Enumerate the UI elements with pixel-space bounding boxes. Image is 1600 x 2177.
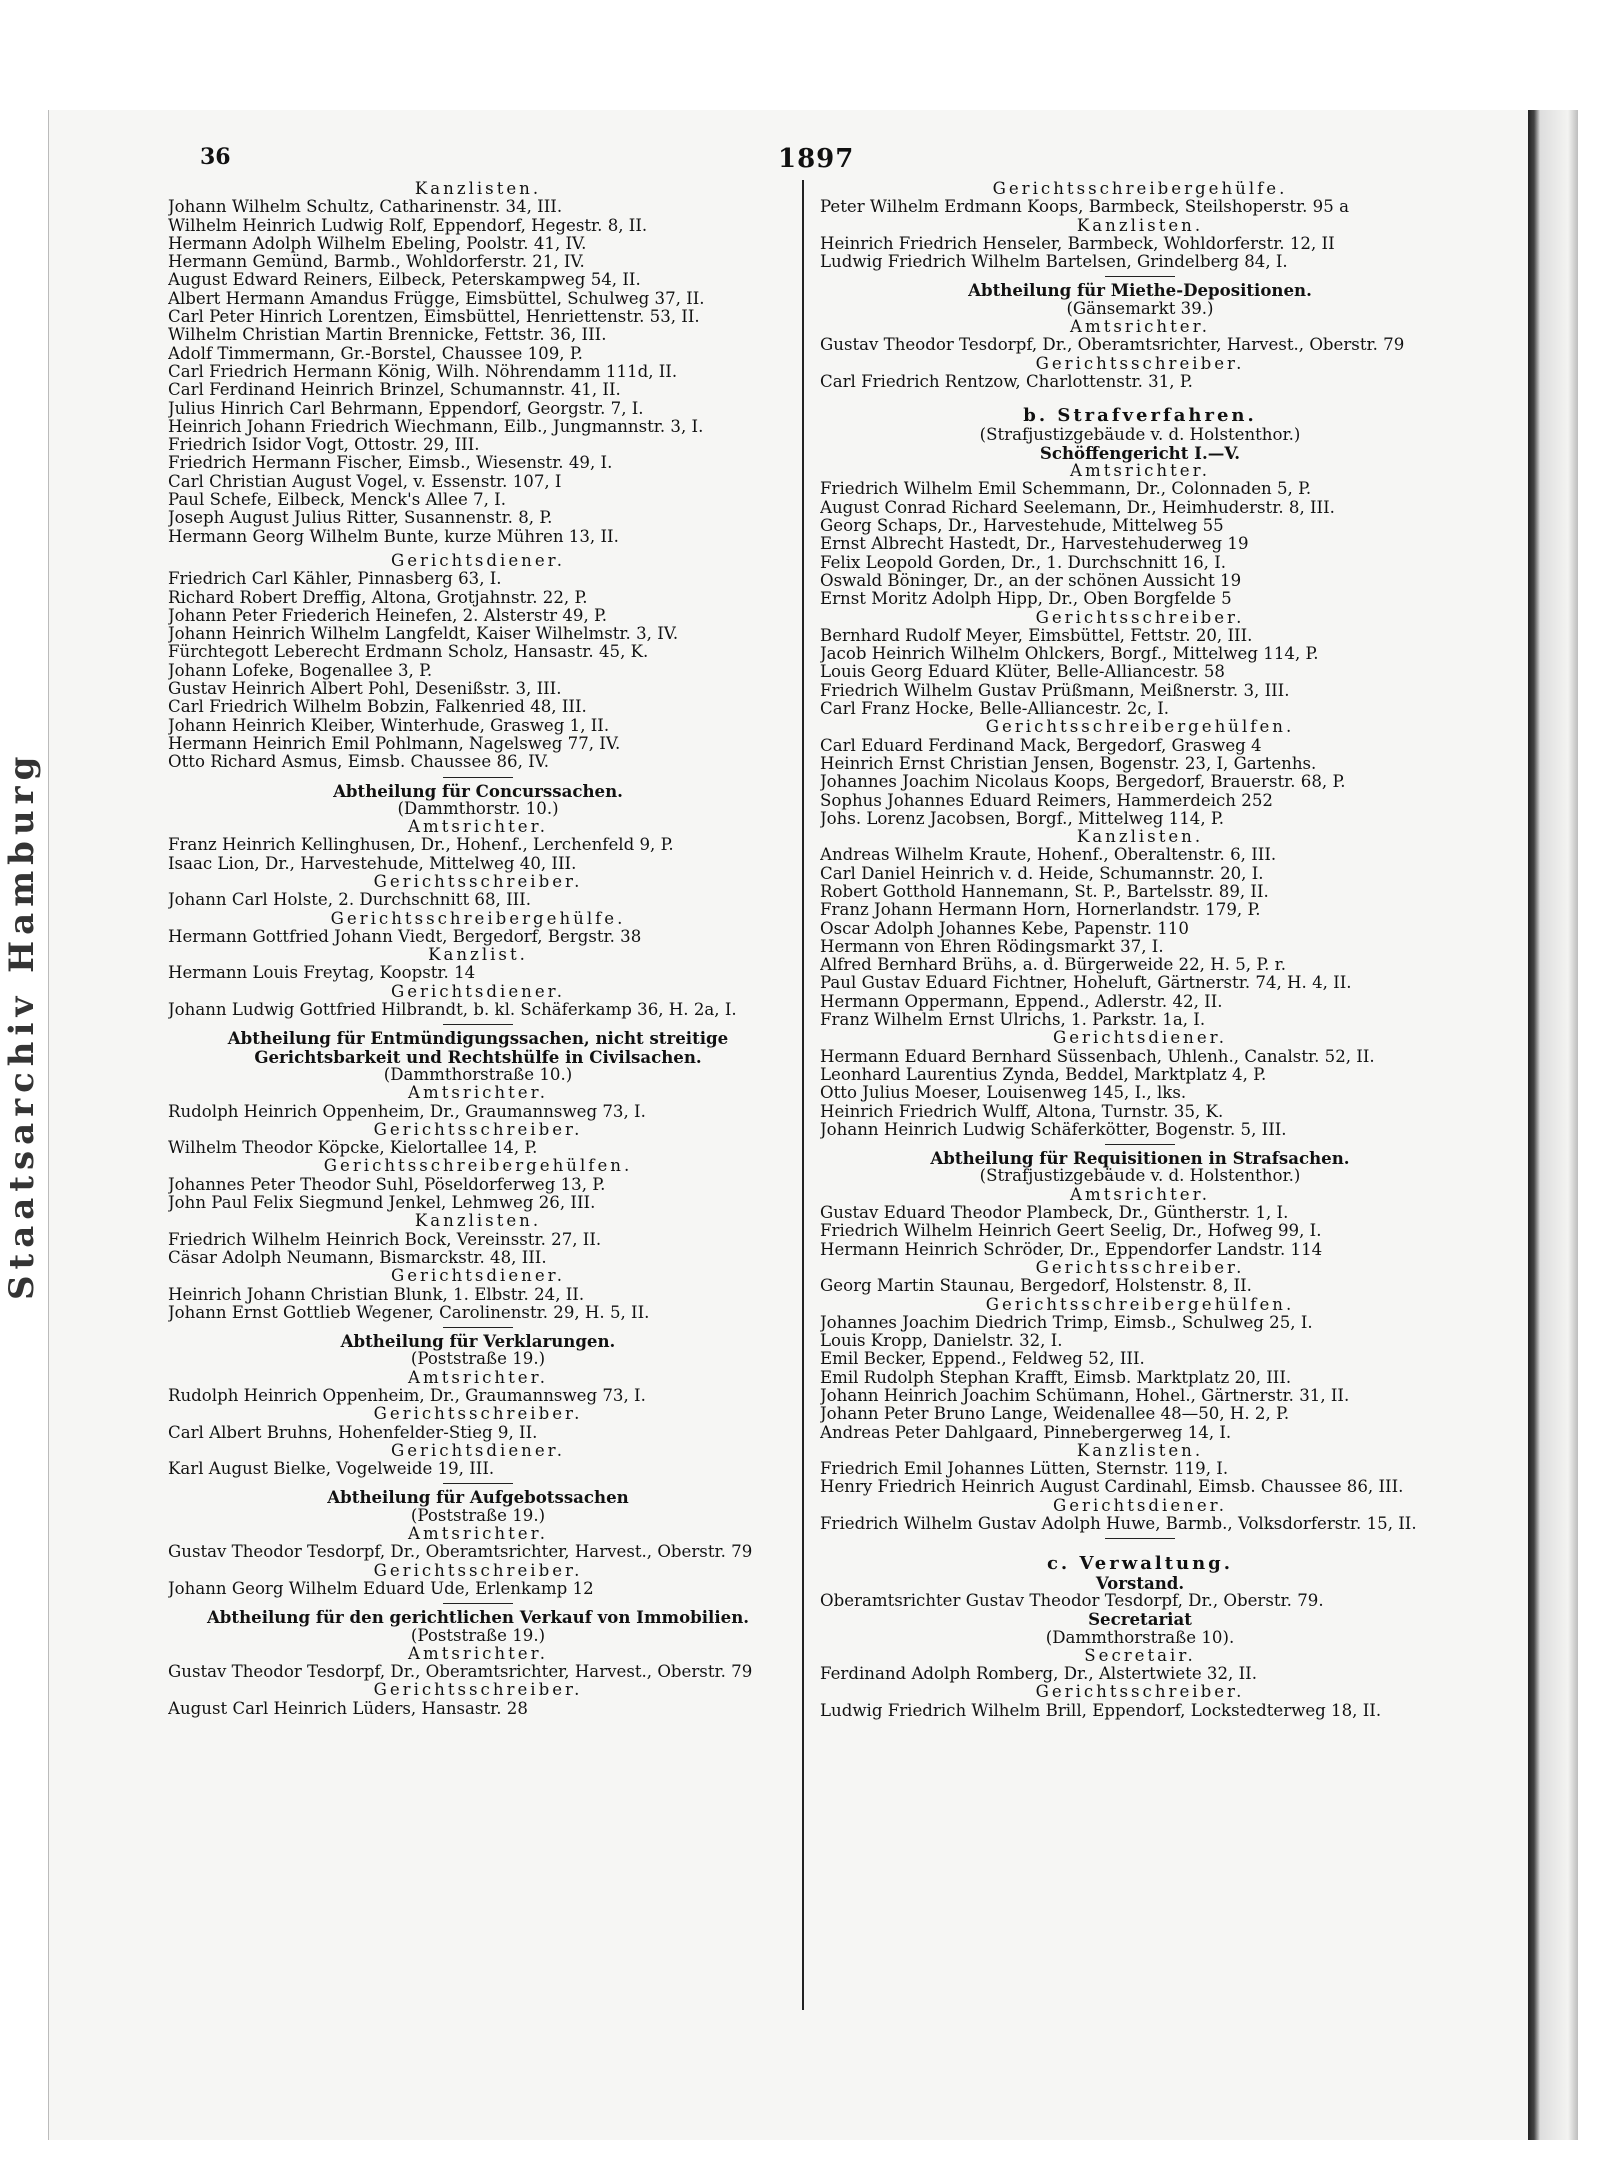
directory-entry: Carl Peter Hinrich Lorentzen, Eimsbüttel, Henriettenstr. 53, II. <box>168 308 700 327</box>
role-heading: Kanzlisten. <box>1076 215 1204 235</box>
directory-entry: Friedrich Emil Johannes Lütten, Sternstr. 119, I. <box>820 1460 1229 1479</box>
directory-entry: Gustav Theodor Tesdorpf, Dr., Oberamtsrichter, Harvest., Oberstr. 79 <box>168 1663 753 1682</box>
directory-entry: Ludwig Friedrich Wilhelm Brill, Eppendorf, Lockstedterweg 18, II. <box>820 1701 1382 1720</box>
directory-entry: Andreas Peter Dahlgaard, Pinnebergerweg 14, I. <box>820 1423 1232 1442</box>
directory-entry: Oscar Adolph Johannes Kebe, Papenstr. 110 <box>820 919 1189 938</box>
role-heading: Kanzlisten. <box>1076 827 1204 847</box>
entry-list <box>168 1663 788 1681</box>
entry-list <box>820 235 1460 272</box>
entry-list <box>168 1176 788 1213</box>
role-heading: Gerichtsdiener. <box>390 1440 566 1460</box>
chapter-heading: b. Strafverfahren. <box>1023 405 1257 427</box>
entry-list <box>168 964 788 982</box>
directory-entry: Franz Wilhelm Ernst Ulrichs, 1. Parkstr. 1a, I. <box>820 1011 1206 1030</box>
role-heading: Secretair. <box>1084 1645 1196 1665</box>
directory-entry: Rudolph Heinrich Oppenheim, Dr., Graumannsweg 73, I. <box>168 1387 646 1405</box>
directory-entry: Friedrich Carl Kähler, Pinnasberg 63, I. <box>168 570 502 589</box>
directory-entry: Wilhelm Christian Martin Brennicke, Fettstr. 36, III. <box>168 326 607 345</box>
directory-entry: Friedrich Wilhelm Heinrich Bock, Vereinsstr. 27, II. <box>168 1230 602 1249</box>
directory-entry: Friedrich Wilhelm Emil Schemmann, Dr., Colonnaden 5, P. <box>820 480 1312 499</box>
separator-rule <box>443 1603 513 1604</box>
directory-entry: Hermann Gemünd, Barmb., Wohldorferstr. 21, IV. <box>168 253 585 272</box>
directory-entry: Ludwig Friedrich Wilhelm Bartelsen, Grindelberg 84, I. <box>820 253 1288 272</box>
entry-list <box>820 1314 1460 1442</box>
directory-entry: Hermann Heinrich Emil Pohlmann, Nagelsweg 77, IV. <box>168 734 621 753</box>
directory-entry: Hermann Oppermann, Eppend., Adlerstr. 42, II. <box>820 992 1223 1011</box>
directory-entry: Gustav Theodor Tesdorpf, Dr., Oberamtsrichter, Harvest., Oberstr. 79 <box>820 336 1405 355</box>
directory-entry: Johannes Joachim Diedrich Trimp, Eimsb., Schulweg 25, I. <box>820 1313 1313 1332</box>
directory-entry: Friedrich Wilhelm Gustav Prüßmann, Meißnerstr. 3, III. <box>820 681 1290 700</box>
entry-list <box>168 928 788 946</box>
directory-entry: August Conrad Richard Seelemann, Dr., Heimhuderstr. 8, III. <box>820 498 1335 517</box>
role-heading: Amtsrichter. <box>408 817 548 837</box>
separator-rule <box>443 1024 513 1025</box>
role-heading: Gerichtsdiener. <box>390 981 566 1001</box>
directory-entry: Carl Friedrich Hermann König, Wilh. Nöhrendamm 111d, II. <box>168 362 678 381</box>
directory-entry: Hermann von Ehren Rödingsmarkt 37, I. <box>820 937 1164 956</box>
directory-entry: Friedrich Wilhelm Heinrich Geert Seelig, Dr., Hofweg 99, I. <box>820 1222 1322 1241</box>
scan-margin <box>0 0 1600 60</box>
entry-list <box>820 737 1460 828</box>
directory-entry: Rudolph Heinrich Oppenheim, Dr., Graumannsweg 73, I. <box>168 1102 646 1121</box>
directory-entry: Oswald Böninger, Dr., an der schönen Aussicht 19 <box>820 571 1242 590</box>
entry-list <box>820 1665 1460 1683</box>
directory-entry: Ernst Moritz Adolph Hipp, Dr., Oben Borgfelde 5 <box>820 590 1232 609</box>
entry-list <box>820 1592 1460 1610</box>
directory-entry: Johann Wilhelm Schultz, Catharinenstr. 34, III. <box>168 198 563 217</box>
role-heading: Amtsrichter. <box>408 1643 548 1663</box>
directory-entry: Johann Heinrich Joachim Schümann, Hohel., Gärtnerstr. 31, II. <box>820 1387 1350 1405</box>
role-heading: Kanzlist. <box>428 945 528 965</box>
directory-entry: John Paul Felix Siegmund Jenkel, Lehmweg 26, III. <box>168 1194 596 1213</box>
directory-entry: Johann Ludwig Gottfried Hilbrandt, b. kl. Schäferkamp 36, H. 2a, I. <box>168 1001 737 1020</box>
role-heading: Gerichtsschreibergehülfen. <box>323 1156 633 1176</box>
subsection-title: Vorstand. <box>1095 1572 1185 1593</box>
directory-entry: Bernhard Rudolf Meyer, Eimsbüttel, Fettstr. 20, III. <box>820 626 1253 645</box>
directory-entry: Richard Robert Dreffig, Altona, Grotjahnstr. 22, P. <box>168 588 588 607</box>
directory-entry: Georg Schaps, Dr., Harvestehude, Mittelweg 55 <box>820 517 1224 536</box>
directory-entry: Louis Georg Eduard Klüter, Belle-Alliancestr. 58 <box>820 663 1225 682</box>
directory-entry: Johann Heinrich Wilhelm Langfeldt, Kaiser Wilhelmstr. 3, IV. <box>168 625 679 644</box>
separator-rule <box>443 1483 513 1484</box>
directory-entry: Johannes Joachim Nicolaus Koops, Bergedorf, Brauerstr. 68, P. <box>820 773 1346 792</box>
entry-list <box>168 1700 788 1718</box>
role-heading: Gerichtsschreiber. <box>1035 353 1245 373</box>
role-heading: Amtsrichter. <box>408 1367 548 1387</box>
role-heading: Amtsrichter. <box>408 1083 548 1103</box>
department-address: (Dammthorstr. 10.) <box>397 798 559 818</box>
directory-entry: Franz Johann Hermann Horn, Hornerlandstr. 179, P. <box>820 901 1261 920</box>
directory-entry: Gustav Theodor Tesdorpf, Dr., Oberamtsrichter, Harvest., Oberstr. 79 <box>168 1543 753 1562</box>
directory-entry: Carl Franz Hocke, Belle-Alliancestr. 2c, I. <box>820 700 1170 719</box>
directory-entry: Johann Ernst Gottlieb Wegener, Carolinenstr. 29, H. 5, II. <box>168 1303 650 1322</box>
separator-rule <box>443 1327 513 1328</box>
department-address: (Poststraße 19.) <box>410 1349 546 1369</box>
role-heading: Gerichtsschreiber. <box>373 1680 583 1700</box>
role-heading: Gerichtsschreiber. <box>1035 1257 1245 1277</box>
directory-entry: Albert Hermann Amandus Frügge, Eimsbüttel, Schulweg 37, II. <box>168 289 705 308</box>
entry-list <box>168 1460 788 1478</box>
role-heading: Gerichtsdiener. <box>1052 1028 1228 1048</box>
role-heading: Gerichtsdiener. <box>390 1266 566 1286</box>
directory-entry: Heinrich Friedrich Wulff, Altona, Turnstr. 35, K. <box>820 1102 1224 1121</box>
directory-entry: Hermann Eduard Bernhard Süssenbach, Uhlenh., Canalstr. 52, II. <box>820 1047 1375 1066</box>
entry-list <box>820 336 1460 354</box>
section-heading: Kanzlisten. <box>414 179 542 198</box>
directory-entry: Adolf Timmermann, Gr.-Borstel, Chaussee 109, P. <box>168 344 583 363</box>
directory-entry: Sophus Johannes Eduard Reimers, Hammerdeich 252 <box>820 791 1273 810</box>
directory-entry: Carl Friedrich Wilhelm Bobzin, Falkenried 48, III. <box>168 698 587 717</box>
entry-list <box>820 1048 1460 1139</box>
directory-entry: Wilhelm Theodor Köpcke, Kielortallee 14, P. <box>168 1139 538 1158</box>
department-title: Abtheilung für Aufgebotssachen <box>327 1487 629 1508</box>
directory-entry: Louis Kropp, Danielstr. 32, I. <box>820 1332 1063 1351</box>
directory-entry: Emil Becker, Eppend., Feldweg 52, III. <box>820 1350 1145 1369</box>
role-heading: Amtsrichter. <box>1070 317 1210 337</box>
page-year: 1897 <box>778 144 855 174</box>
entry-list <box>820 846 1460 1029</box>
role-heading: Amtsrichter. <box>408 1524 548 1544</box>
directory-entry: Heinrich Ernst Christian Jensen, Bogenstr. 23, I, Gartenhs. <box>820 754 1317 773</box>
role-heading: Gerichtsschreiber. <box>373 1560 583 1580</box>
directory-entry: Leonhard Laurentius Zynda, Beddel, Marktplatz 4, P. <box>820 1065 1267 1084</box>
directory-entry: Heinrich Johann Christian Blunk, 1. Elbstr. 24, II. <box>168 1285 585 1304</box>
role-heading: Gerichtsdiener. <box>1052 1495 1228 1515</box>
directory-entry: Peter Wilhelm Erdmann Koops, Barmbeck, Steilshoperstr. 95 a <box>820 198 1349 217</box>
department-title: Abtheilung für Concurssachen. <box>333 780 623 801</box>
directory-entry: Carl Daniel Heinrich v. d. Heide, Schumannstr. 20, I. <box>820 864 1264 883</box>
directory-entry: Friedrich Wilhelm Gustav Adolph Huwe, Barmb., Volksdorferstr. 15, II. <box>820 1515 1417 1534</box>
entry-list <box>168 891 788 909</box>
entry-list <box>168 1286 788 1323</box>
subsection-title: Secretariat <box>1088 1609 1192 1630</box>
department-title-cont: Gerichtsbarkeit und Rechtshülfe in Civilsachen. <box>254 1046 702 1067</box>
entry-list <box>820 1277 1460 1295</box>
directory-entry: Jacob Heinrich Wilhelm Ohlckers, Borgf., Mittelweg 114, P. <box>820 645 1319 664</box>
directory-entry: August Edward Reiners, Eilbeck, Peterskampweg 54, II. <box>168 271 641 290</box>
role-heading: Gerichtsschreiber. <box>1035 1682 1245 1702</box>
directory-entry: Otto Julius Moeser, Louisenweg 145, I., lks. <box>820 1084 1187 1103</box>
directory-entry: Isaac Lion, Dr., Harvestehude, Mittelweg 40, III. <box>168 854 577 873</box>
entry-list <box>168 1387 788 1405</box>
directory-entry: Joseph August Julius Ritter, Susannenstr. 8, P. <box>168 509 553 528</box>
directory-entry: Cäsar Adolph Neumann, Bismarckstr. 48, III. <box>168 1248 547 1267</box>
entry-list <box>820 373 1460 391</box>
directory-entry: Paul Schefe, Eilbeck, Menck's Allee 7, I. <box>168 491 506 510</box>
separator-rule <box>1105 1538 1175 1539</box>
role-heading: Kanzlisten. <box>414 1211 542 1231</box>
court-title: Schöffengericht I.—V. <box>1039 442 1241 463</box>
directory-entry: Robert Gotthold Hannemann, St. P., Bartelsstr. 89, II. <box>820 882 1269 901</box>
directory-entry: Georg Martin Staunau, Bergedorf, Holstenstr. 8, II. <box>820 1277 1252 1296</box>
directory-entry: Alfred Bernhard Brühs, a. d. Bürgerweide 22, H. 5, P. r. <box>820 956 1287 975</box>
directory-entry: August Carl Heinrich Lüders, Hansastr. 28 <box>168 1699 528 1718</box>
role-heading: Gerichtsschreiber. <box>373 871 583 891</box>
department-title: Abtheilung für Miethe-Depositionen. <box>968 280 1312 301</box>
directory-entry: Henry Friedrich Heinrich August Cardinahl, Eimsb. Chaussee 86, III. <box>820 1478 1404 1497</box>
section-heading: Gerichtsdiener. <box>390 550 566 570</box>
role-heading: Gerichtsschreibergehülfen. <box>985 717 1295 737</box>
entry-list <box>820 198 1460 216</box>
directory-entry: Johann Heinrich Ludwig Schäferkötter, Bogenstr. 5, III. <box>820 1120 1287 1139</box>
department-address: (Dammthorstraße 10.) <box>383 1064 573 1084</box>
directory-entry: Carl Albert Bruhns, Hohenfelder-Stieg 9, II. <box>168 1423 538 1442</box>
role-heading: Amtsrichter. <box>1070 461 1210 481</box>
directory-entry: Hermann Georg Wilhelm Bunte, kurze Mühren 13, II. <box>168 527 619 546</box>
role-heading: Kanzlisten. <box>1076 1440 1204 1460</box>
entry-list <box>168 570 788 771</box>
directory-entry: Felix Leopold Gorden, Dr., 1. Durchschnitt 16, I. <box>820 553 1227 572</box>
department-title: Abtheilung für Entmündigungssachen, nicht streitige <box>227 1028 729 1049</box>
entry-list <box>820 1204 1460 1259</box>
directory-entry: Johannes Peter Theodor Suhl, Pöseldorferweg 13, P. <box>168 1175 606 1194</box>
entry-list <box>820 627 1460 718</box>
directory-entry: Carl Ferdinand Heinrich Brinzel, Schumannstr. 41, II. <box>168 381 621 400</box>
directory-entry: Johann Heinrich Kleiber, Winterhude, Grasweg 1, II. <box>168 716 610 735</box>
directory-entry: Emil Rudolph Stephan Krafft, Eimsb. Marktplatz 20, III. <box>820 1368 1292 1387</box>
directory-entry: Oberamtsrichter Gustav Theodor Tesdorpf, Dr., Oberstr. 79. <box>820 1591 1324 1610</box>
entry-list <box>168 1543 788 1561</box>
directory-entry: Hermann Adolph Wilhelm Ebeling, Poolstr. 41, IV. <box>168 234 587 253</box>
right-column <box>820 180 1460 1720</box>
department-address: (Strafjustizgebäude v. d. Holstenthor.) <box>979 424 1301 444</box>
department-address: (Poststraße 19.) <box>410 1625 546 1645</box>
separator-rule <box>1105 1144 1175 1145</box>
directory-entry: Friedrich Hermann Fischer, Eimsb., Wiesenstr. 49, I. <box>168 454 613 473</box>
directory-entry: Johann Lofeke, Bogenallee 3, P. <box>168 661 433 680</box>
directory-entry: Paul Gustav Eduard Fichtner, Hoheluft, Gärtnerstr. 74, H. 4, II. <box>820 974 1352 993</box>
entry-list <box>168 1001 788 1019</box>
separator-rule <box>1105 276 1175 277</box>
entry-list <box>168 1424 788 1442</box>
directory-entry: Hermann Gottfried Johann Viedt, Bergedorf, Bergstr. 38 <box>168 927 642 946</box>
directory-entry: Ferdinand Adolph Romberg, Dr., Alstertwiete 32, II. <box>820 1665 1257 1684</box>
directory-entry: Gustav Heinrich Albert Pohl, Desenißstr. 3, III. <box>168 680 562 699</box>
department-address: (Poststraße 19.) <box>410 1505 546 1525</box>
entry-list <box>820 1460 1460 1497</box>
department-address: (Gänsemarkt 39.) <box>1066 298 1214 318</box>
department-address: (Dammthorstraße 10). <box>1045 1627 1235 1647</box>
directory-entry: Hermann Louis Freytag, Koopstr. 14 <box>168 964 476 983</box>
role-heading: Gerichtsschreiber. <box>1035 607 1245 627</box>
role-heading: Gerichtsschreiber. <box>373 1404 583 1424</box>
directory-entry: Johs. Lorenz Jacobsen, Borgf., Mittelweg 114, P. <box>820 809 1224 828</box>
role-heading: Gerichtsschreiber. <box>373 1119 583 1139</box>
department-address: (Strafjustizgebäude v. d. Holstenthor.) <box>979 1166 1301 1186</box>
directory-entry: Carl Christian August Vogel, v. Essenstr. 107, I <box>168 472 562 491</box>
entry-list <box>168 1103 788 1121</box>
directory-entry: Gustav Eduard Theodor Plambeck, Dr., Güntherstr. 1, I. <box>820 1204 1289 1223</box>
left-column <box>168 180 788 1718</box>
directory-entry: Franz Heinrich Kellinghusen, Dr., Hohenf., Lerchenfeld 9, P. <box>168 836 674 855</box>
department-title: Abtheilung für den gerichtlichen Verkauf von Immobilien. <box>206 1607 750 1628</box>
column-divider <box>802 180 804 2010</box>
entry-list <box>168 1580 788 1598</box>
entry-list <box>168 836 788 873</box>
directory-entry: Hermann Heinrich Schröder, Dr., Eppendorfer Landstr. 114 <box>820 1240 1323 1259</box>
role-heading: Gerichtsschreibergehülfe. <box>992 179 1288 198</box>
entry-list <box>820 1515 1460 1533</box>
directory-entry: Andreas Wilhelm Kraute, Hohenf., Oberaltenstr. 6, III. <box>820 846 1277 865</box>
directory-entry: Johann Georg Wilhelm Eduard Ude, Erlenkamp 12 <box>168 1579 594 1598</box>
directory-entry: Otto Richard Asmus, Eimsb. Chaussee 86, IV. <box>168 753 550 772</box>
role-heading: Amtsrichter. <box>1070 1184 1210 1204</box>
entry-list <box>168 1231 788 1268</box>
directory-entry: Karl August Bielke, Vogelweide 19, III. <box>168 1460 495 1479</box>
directory-entry: Ernst Albrecht Hastedt, Dr., Harvestehuderweg 19 <box>820 535 1249 554</box>
directory-entry: Heinrich Johann Friedrich Wiechmann, Eilb., Jungmannstr. 3, I. <box>168 417 704 436</box>
role-heading: Gerichtsschreibergehülfen. <box>985 1294 1295 1314</box>
directory-entry: Friedrich Isidor Vogt, Ottostr. 29, III. <box>168 436 480 455</box>
book-binding <box>1528 110 1578 2140</box>
entry-list <box>820 1702 1460 1720</box>
chapter-heading: c. Verwaltung. <box>1046 1553 1234 1575</box>
directory-entry: Carl Eduard Ferdinand Mack, Bergedorf, Grasweg 4 <box>820 736 1262 755</box>
page-number: 36 <box>200 144 231 170</box>
entry-list <box>820 480 1460 608</box>
department-title: Abtheilung für Requisitionen in Strafsachen. <box>930 1148 1350 1169</box>
directory-entry: Heinrich Friedrich Henseler, Barmbeck, Wohldorferstr. 12, II <box>820 234 1335 253</box>
department-title: Abtheilung für Verklarungen. <box>340 1331 616 1352</box>
directory-entry: Johann Peter Friederich Heinefen, 2. Alsterstr 49, P. <box>168 606 608 625</box>
entry-list <box>168 198 788 546</box>
directory-entry: Fürchtegott Leberecht Erdmann Scholz, Hansastr. 45, K. <box>168 643 649 662</box>
directory-entry: Carl Friedrich Rentzow, Charlottenstr. 31, P. <box>820 372 1193 391</box>
separator-rule <box>443 777 513 778</box>
directory-entry: Wilhelm Heinrich Ludwig Rolf, Eppendorf, Hegestr. 8, II. <box>168 216 648 235</box>
directory-entry: Julius Hinrich Carl Behrmann, Eppendorf, Georgstr. 7, I. <box>168 399 644 418</box>
directory-entry: Johann Carl Holste, 2. Durchschnitt 68, III. <box>168 891 532 910</box>
role-heading: Gerichtsschreibergehülfe. <box>330 908 626 928</box>
entry-list <box>168 1139 788 1157</box>
spine-watermark: Staatsarchiv Hamburg <box>2 750 42 1300</box>
directory-entry: Johann Peter Bruno Lange, Weidenallee 48—50, H. 2, P. <box>820 1405 1290 1424</box>
